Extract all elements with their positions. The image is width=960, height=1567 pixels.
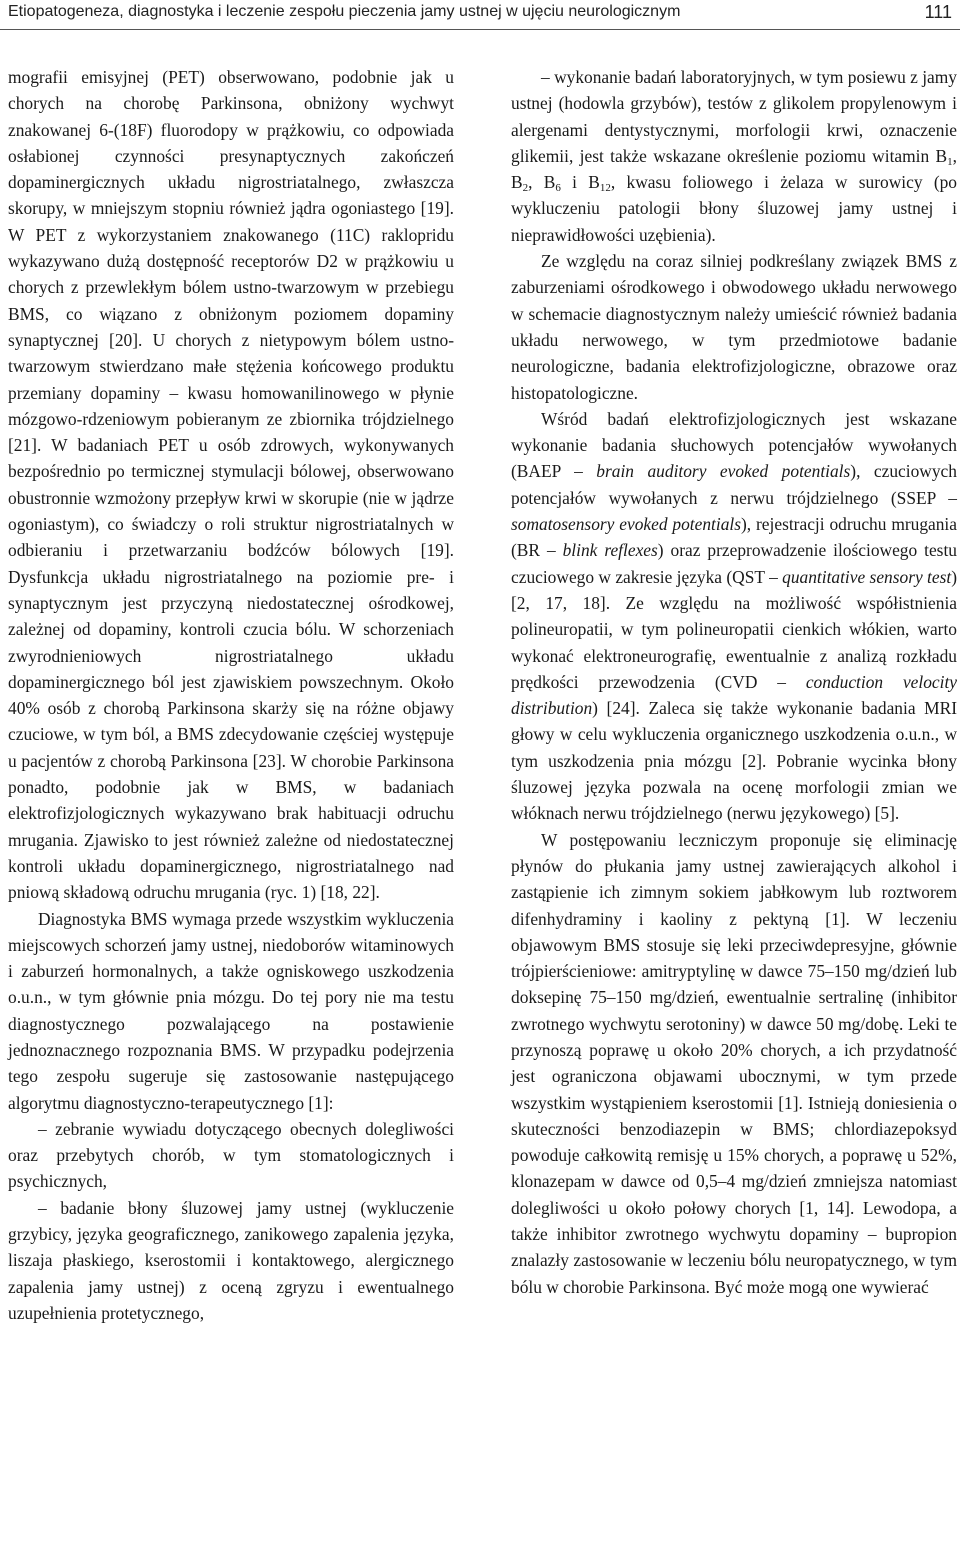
vitamin-subscript-12: 12	[599, 182, 611, 195]
algorithm-step-history: – zebranie wywiadu dotyczącego obecnych dolegliwości oraz przebytych chorób, w tym stomatologicznych i psychicznych,	[8, 1118, 454, 1192]
left-column	[8, 64, 454, 1326]
page-number: 111	[924, 2, 952, 22]
paragraph-pet-findings: mografii emisyjnej (PET) obserwowano, podobnie jak u chorych na chorobę Parkinsona, obniżony wychwyt znakowanej 6-(18F) fluorodopy w prążkowiu, co odpowiada osłabionej czynności presynaptycznych zakończeń dopaminergicznych układu nigrostriatalnego, zwłaszcza skorupy, w mniejszym stopniu również jądra ogoniastego [19]. W PET z wykorzystaniem znakowanego (11C) raklopridu wykazywano dużą dostępność receptorów D2 w prążkowiu u chorych z przewlekłym bólem ustno-twarzowym w przebiegu BMS, co wiązano z obniżonym poziomem dopaminy synaptycznej [20]. U chorych z nietypowym bólem ustno-twarzowym stwierdzano małe stężenia końcowego produktu przemiany dopaminy – kwasu homowanilinowego w płynie mózgowo-rdzeniowym pobieranym ze zbiornika trójdzielnego [21]. W badaniach PET u osób zdrowych, wykonywanych bezpośrednio po termicznej stymulacji bólowej, obserwowano obustronnie wzmożony przepływ krwi w skorupie (nie w jądrze ogoniastym), co świadczy o roli struktur nigrostriatalnych w odbieraniu i przetwarzaniu bodźców bólowych [19]. Dysfunkcja układu nigrostriatalnego na poziomie pre- i synaptycznym jest przyczyną niedostatecznej ośrodkowej, zależnej od dopaminy, kontroli czucia bólu. W schorzeniach zwyrodnieniowych nigrostriatalnego układu dopaminergicznego ból jest zjawiskiem powszechnym. Około 40% osób z chorobą Parkinsona skarży się na różne objawy czuciowe, w tym ból, a BMS zdecydowanie częściej występuje u pacjentów z chorobą Parkinsona [23]. W chorobie Parkinsona ponadto, podobnie jak w BMS, w badaniach elektrofizjologicznych wykazywano brak habituacji odruchu mrugania. Zjawisko to jest również zależne od niedostatecznej kontroli układu dopaminergicznego, nigrostriatalnego nad pniową składową odruchu mrugania (ryc. 1) [18, 22].	[8, 67, 454, 903]
term-br: blink reflexes	[562, 540, 658, 561]
paragraph-diagnostics: Diagnostyka BMS wymaga przede wszystkim wykluczenia miejscowych schorzeń jamy ustnej, niedoborów witaminowych i zaburzeń hormonalnych, a także ogniskowego uszkodzenia o.u.n., w tym głównie pnia mózgu. Do tej pory nie ma testu diagnostycznego pozwalającego na postawienie jednoznacznego rozpoznania BMS. W przypadku podejrzenia tego zespołu sugeruje się zastosowanie następującego algorytmu diagnostyczno-terapeutycznego [1]:	[8, 908, 454, 1113]
electro-text-f: ) [24]. Zaleca się także wykonanie badania MRI głowy w celu wykluczenia organicznego uszkodzenia o.u.n., w tym uszkodzenia pnia mózgu [2]. Pobranie wycinka błony śluzowej języka pozwala na ocenę morfologii zmian we włóknach nerwu trójdzielnego (nerwu językowego) [5].	[511, 698, 957, 824]
paragraph-electrophysiology	[511, 406, 957, 827]
running-header	[0, 0, 960, 30]
algorithm-step-lab-tests	[511, 64, 957, 248]
vitamin-subscript-2: 2	[522, 182, 529, 195]
vitamin-subscript-6: 6	[555, 182, 561, 195]
electro-text-a: Wśród badań elektrofizjologicznych jest wskazane wykonanie badania słuchowych potencjałów wywołanych (BAEP –	[511, 408, 957, 482]
electro-text-c: ), rejestracji odruchu mrugania (BR –	[511, 514, 957, 561]
lab-tests-text-b: , kwasu foliowego i żelaza w surowicy (po wykluczeniu patologii błony śluzowej jamy ustnej i nieprawidłowości uzębienia).	[511, 172, 958, 245]
lab-tests-and: i B	[560, 172, 600, 193]
term-baep: brain auditory evoked potentials	[596, 461, 851, 482]
lab-tests-comma-1: , B	[511, 145, 957, 193]
term-ssep: somatosensory evoked potentials	[511, 514, 741, 535]
term-qst: quantitative sensory test	[782, 566, 952, 587]
algorithm-step-mucosa-exam: – badanie błony śluzowej jamy ustnej (wykluczenie grzybicy, języka geograficznego, zanikowego zapalenia języka, liszaja płaskiego, kserostomii i kontaktowego, alergicznego zapalenia jamy ustnej) z oceną zgryzu i ewentualnego uzupełnienia protetycznego,	[8, 1197, 454, 1323]
running-title: Etiopatogeneza, diagnostyka i leczenie zespołu pieczenia jamy ustnej w ujęciu neurologicznym	[8, 3, 681, 20]
lab-tests-comma-2: , B	[528, 172, 556, 193]
right-column	[511, 64, 957, 1300]
paragraph-neuro-association: Ze względu na coraz silniej podkreślany związek BMS z zaburzeniami ośrodkowego i obwodowego układu nerwowego w schemacie diagnostycznym należy umieścić również badania układu nerwowego, w tym przedmiotowe badanie neurologiczne, badania elektrofizjologiczne, obrazowe oraz histopatologiczne.	[511, 251, 957, 403]
vitamin-subscript-1: 1	[947, 155, 953, 168]
electro-text-d: ) oraz przeprowadzenie ilościowego testu czuciowego w zakresie języka (QST –	[511, 540, 957, 587]
term-cvd: conduction velocity distribution	[511, 671, 958, 719]
electro-text-b: ), czuciowych potencjałów wywołanych z nerwu trójdzielnego (SSEP –	[511, 461, 957, 508]
electro-text-e: ) [2, 17, 18]. Ze względu na możliwość współistnienia polineuropatii, w tym polineuropatii cienkich włókien, warto wykonać elektroneurografię, ewentualnie z analizą rozkładu prędkości przewodzenia (CVD –	[511, 566, 957, 692]
paragraph-treatment: W postępowaniu leczniczym proponuje się eliminację płynów do płukania jamy ustnej zawierających alkohol i zastąpienie ich zimnym sokiem jabłkowym lub roztworem difenhydraminy i kaoliny z pektyną [1]. W leczeniu objawowym BMS stosuje się leki przeciwdepresyjne, głównie trójpierścieniowe: amitryptylinę w dawce 75–150 mg/dzień lub doksepinę 75–150 mg/dzień, ewentualnie sertralinę (inhibitor zwrotnego wychwytu serotoniny) w dawce 50 mg/dobę. Leki te przynoszą poprawę u około 20% chorych, a ich przydatność jest ograniczona objawami ubocznymi, w tym przede wszystkim wystąpieniem kserostomii [1]. Istnieją doniesienia o skuteczności benzodiazepin w BMS; chlordiazepoksyd powoduje całkowitą remisję u 15% chorych, a poprawę u 52%, klonazepam w dawce od 0,5–4 mg/dzień zmniejsza natomiast dolegliwości u około połowy chorych [1, 14]. Lewodopa, a także inhibitor zwrotnego wychwytu dopaminy – bupropion znalazły zastosowanie w leczeniu bólu neuropatycznego, w tym bólu w chorobie Parkinsona. Być może mogą one wywierać	[511, 829, 957, 1297]
lab-tests-text-a: – wykonanie badań laboratoryjnych, w tym posiewu z jamy ustnej (hodowla grzybów), testów z glikolem propylenowym i alergenami dentystycznymi, morfologii krwi, oznaczenie glikemii, jest także wskazane określenie poziomu witamin B	[511, 67, 957, 166]
